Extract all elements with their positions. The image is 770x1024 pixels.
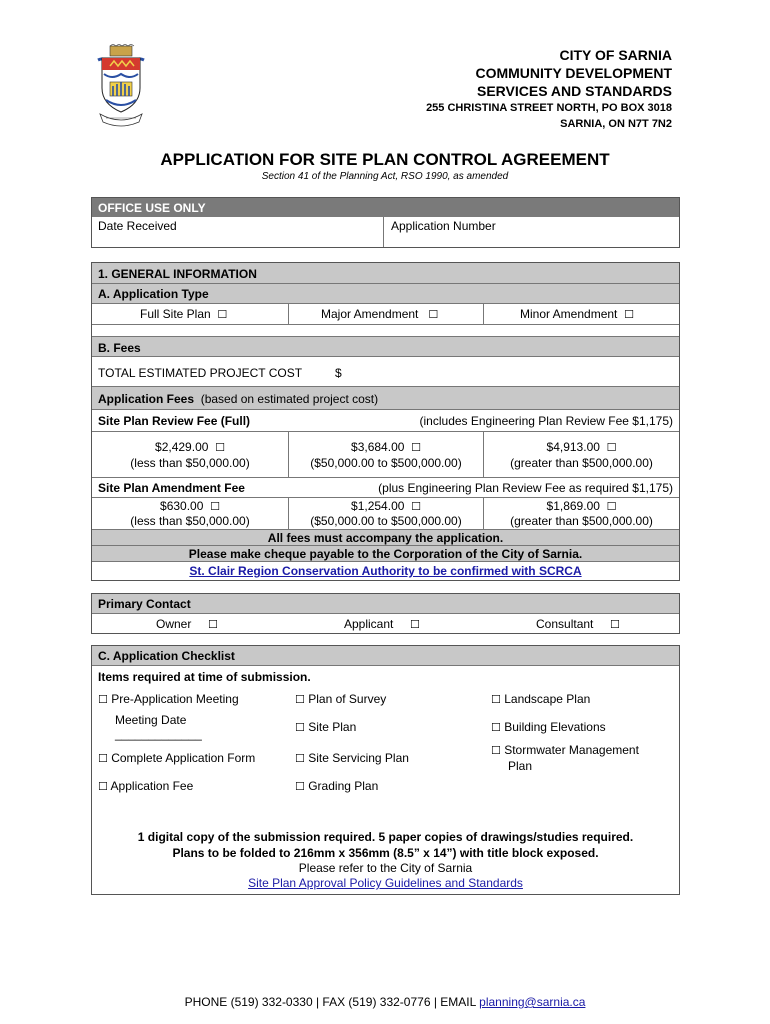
checklist-item-label: Site Plan xyxy=(308,720,357,734)
footer-contact-text: PHONE (519) 332-0330 | FAX (519) 332-0776 | EMAIL xyxy=(184,995,480,1009)
cheque-notice xyxy=(92,546,679,562)
guidelines-link[interactable]: Site Plan Approval Policy Guidelines and Standards xyxy=(248,876,523,890)
amendment-fee-option-high[interactable] xyxy=(484,498,679,529)
amendment-fee-note: (plus Engineering Plan Review Fee as required $1,175) xyxy=(378,481,673,495)
application-number-field[interactable] xyxy=(384,217,679,247)
page-subtitle: Section 41 of the Planning Act, RSO 1990, as amended xyxy=(261,171,509,182)
amendment-fee-range: ($50,000.00 to $500,000.00) xyxy=(310,514,462,528)
checklist-item-label: Application Fee xyxy=(110,779,194,793)
amendment-fee-amount: $630.00 xyxy=(160,499,204,513)
checklist-pre-application-meeting[interactable] xyxy=(98,692,239,706)
contact-consultant[interactable] xyxy=(536,617,620,631)
org-name: CITY OF SARNIA xyxy=(559,47,672,63)
currency-symbol: $ xyxy=(335,366,342,380)
amendment-fee-range: (less than $50,000.00) xyxy=(130,514,250,528)
footer-email-link[interactable]: planning@sarnia.ca xyxy=(479,995,586,1009)
review-fee-range: (less than $50,000.00) xyxy=(130,456,250,470)
general-info-heading-text: 1. GENERAL INFORMATION xyxy=(98,267,257,281)
review-fee-amount: $4,913.00 xyxy=(546,440,600,454)
footer-contact xyxy=(0,995,770,1009)
checklist-site-plan[interactable] xyxy=(295,720,356,734)
amendment-fee-amount: $1,869.00 xyxy=(546,499,600,513)
checklist-heading xyxy=(92,646,679,666)
amendment-fee-range: (greater than $500,000.00) xyxy=(510,514,653,528)
office-use-section xyxy=(91,197,680,248)
address-line-2: SARNIA, ON N7T 7N2 xyxy=(560,118,672,130)
checklist-item-label: Complete Application Form xyxy=(111,751,256,765)
application-number-label: Application Number xyxy=(391,219,496,233)
primary-contact-heading xyxy=(92,594,679,614)
checklist-grading-plan[interactable] xyxy=(295,779,378,793)
review-fee-heading xyxy=(92,410,679,432)
checkbox[interactable]: ☐ xyxy=(411,441,421,454)
checkbox[interactable]: ☐ xyxy=(295,780,305,793)
application-type-heading xyxy=(92,284,679,304)
checkbox[interactable]: ☐ xyxy=(491,744,501,757)
office-use-heading xyxy=(92,198,679,217)
checklist-item-label-cont: Plan xyxy=(508,759,533,773)
checklist-item-label: Stormwater Management xyxy=(504,743,639,757)
submission-note-3: Please refer to the City of Sarnia xyxy=(298,861,473,875)
items-required-text: Items required at time of submission. xyxy=(98,670,311,684)
checklist-plan-of-survey[interactable] xyxy=(295,692,386,706)
checklist-site-servicing-plan[interactable] xyxy=(295,751,409,765)
amendment-fee-label: Site Plan Amendment Fee xyxy=(98,481,245,495)
type-minor-amendment[interactable] xyxy=(484,304,679,324)
amendment-fee-heading xyxy=(92,478,679,498)
checkbox[interactable]: ☐ xyxy=(215,441,225,454)
department-name-2: SERVICES AND STANDARDS xyxy=(477,83,672,99)
contact-owner-label: Owner xyxy=(156,617,192,631)
type-minor-amendment-label: Minor Amendment xyxy=(520,307,618,321)
type-full-site-plan[interactable] xyxy=(92,304,289,324)
checkbox[interactable]: ☐ xyxy=(606,441,617,454)
checkbox[interactable]: ☐ xyxy=(208,618,218,631)
all-fees-text: All fees must accompany the application. xyxy=(267,531,504,545)
application-fees-note: (based on estimated project cost) xyxy=(200,392,379,406)
meeting-date-label: Meeting Date xyxy=(115,713,187,727)
review-fee-range: ($50,000.00 to $500,000.00) xyxy=(310,456,462,470)
office-use-heading-text: OFFICE USE ONLY xyxy=(98,201,206,215)
submission-note-1: 1 digital copy of the submission required. 5 paper copies of drawings/studies required. xyxy=(137,830,634,844)
primary-contact-section xyxy=(91,593,680,634)
contact-applicant-label: Applicant xyxy=(344,617,394,631)
page-title: APPLICATION FOR SITE PLAN CONTROL AGREEMENT xyxy=(160,150,610,169)
checkbox[interactable]: ☐ xyxy=(491,721,501,734)
fees-heading xyxy=(92,336,679,357)
amendment-fee-option-low[interactable] xyxy=(92,498,289,529)
checkbox[interactable]: ☐ xyxy=(624,308,634,321)
review-fee-note: (includes Engineering Plan Review Fee $1,175) xyxy=(419,414,673,428)
amendment-fee-amount: $1,254.00 xyxy=(351,499,405,513)
date-received-field[interactable] xyxy=(92,217,384,247)
checklist-item-label: Landscape Plan xyxy=(504,692,591,706)
checklist-item-label: Grading Plan xyxy=(308,779,379,793)
checkbox[interactable]: ☐ xyxy=(411,500,421,513)
checkbox[interactable]: ☐ xyxy=(491,693,501,706)
checkbox[interactable]: ☐ xyxy=(410,618,420,631)
checkbox[interactable]: ☐ xyxy=(210,500,220,513)
checklist-item-label: Site Servicing Plan xyxy=(308,751,409,765)
review-fee-option-high[interactable] xyxy=(484,432,679,477)
review-fee-amount: $3,684.00 xyxy=(351,440,405,454)
cheque-text: Please make cheque payable to the Corporation of the City of Sarnia. xyxy=(188,547,583,561)
type-major-amendment[interactable] xyxy=(289,304,484,324)
application-fees-heading xyxy=(92,387,679,410)
general-information-section xyxy=(91,262,680,581)
all-fees-notice xyxy=(92,530,679,546)
address-line-1: 255 CHRISTINA STREET NORTH, PO BOX 3018 xyxy=(426,102,672,114)
city-crest-logo xyxy=(96,44,146,132)
submission-note-2: Plans to be folded to 216mm x 356mm (8.5” x 14”) with title block exposed. xyxy=(172,846,599,860)
checklist-item-label: Plan of Survey xyxy=(308,692,387,706)
contact-owner[interactable] xyxy=(156,617,218,631)
checklist-application-fee[interactable] xyxy=(98,779,193,793)
total-cost-label: TOTAL ESTIMATED PROJECT COST xyxy=(98,366,303,380)
review-fee-option-low[interactable] xyxy=(92,432,289,477)
contact-consultant-label: Consultant xyxy=(536,617,594,631)
total-cost-field[interactable] xyxy=(92,357,679,387)
checklist-stormwater-management[interactable] xyxy=(491,743,639,757)
amendment-fee-option-mid[interactable] xyxy=(289,498,484,529)
contact-applicant[interactable] xyxy=(344,617,420,631)
scrca-link[interactable]: St. Clair Region Conservation Authority to be confirmed with SCRCA xyxy=(189,564,582,578)
primary-contact-heading-text: Primary Contact xyxy=(98,597,191,611)
application-type-heading-text: A. Application Type xyxy=(98,287,209,301)
checklist-heading-text: C. Application Checklist xyxy=(98,649,235,663)
checkbox[interactable]: ☐ xyxy=(428,308,439,321)
checkbox[interactable]: ☐ xyxy=(606,500,617,513)
fees-heading-text: B. Fees xyxy=(98,341,141,355)
date-received-label: Date Received xyxy=(98,219,177,233)
type-full-site-plan-label: Full Site Plan xyxy=(140,307,211,321)
checklist-landscape-plan[interactable] xyxy=(491,692,590,706)
application-fees-label: Application Fees xyxy=(98,392,195,406)
checkbox[interactable]: ☐ xyxy=(98,780,108,793)
review-fee-range: (greater than $500,000.00) xyxy=(510,456,653,470)
checkbox[interactable]: ☐ xyxy=(295,752,305,765)
application-checklist-section xyxy=(91,645,680,895)
checklist-building-elevations[interactable] xyxy=(491,720,606,734)
review-fee-amount: $2,429.00 xyxy=(155,440,209,454)
department-name: COMMUNITY DEVELOPMENT xyxy=(475,65,672,81)
general-info-heading xyxy=(92,263,679,284)
checkbox[interactable]: ☐ xyxy=(98,693,108,706)
checkbox[interactable]: ☐ xyxy=(217,308,228,321)
checklist-item-label: Building Elevations xyxy=(504,720,606,734)
checklist-complete-application-form[interactable] xyxy=(98,751,255,765)
type-major-amendment-label: Major Amendment xyxy=(321,307,419,321)
checkbox[interactable]: ☐ xyxy=(98,752,108,765)
checkbox[interactable]: ☐ xyxy=(610,618,620,631)
review-fee-label: Site Plan Review Fee (Full) xyxy=(98,414,251,428)
checkbox[interactable]: ☐ xyxy=(295,721,305,734)
checklist-item-label: Pre-Application Meeting xyxy=(111,692,239,706)
meeting-date-field[interactable]: _____________ xyxy=(115,727,202,741)
checkbox[interactable]: ☐ xyxy=(295,693,305,706)
review-fee-option-mid[interactable] xyxy=(289,432,484,477)
